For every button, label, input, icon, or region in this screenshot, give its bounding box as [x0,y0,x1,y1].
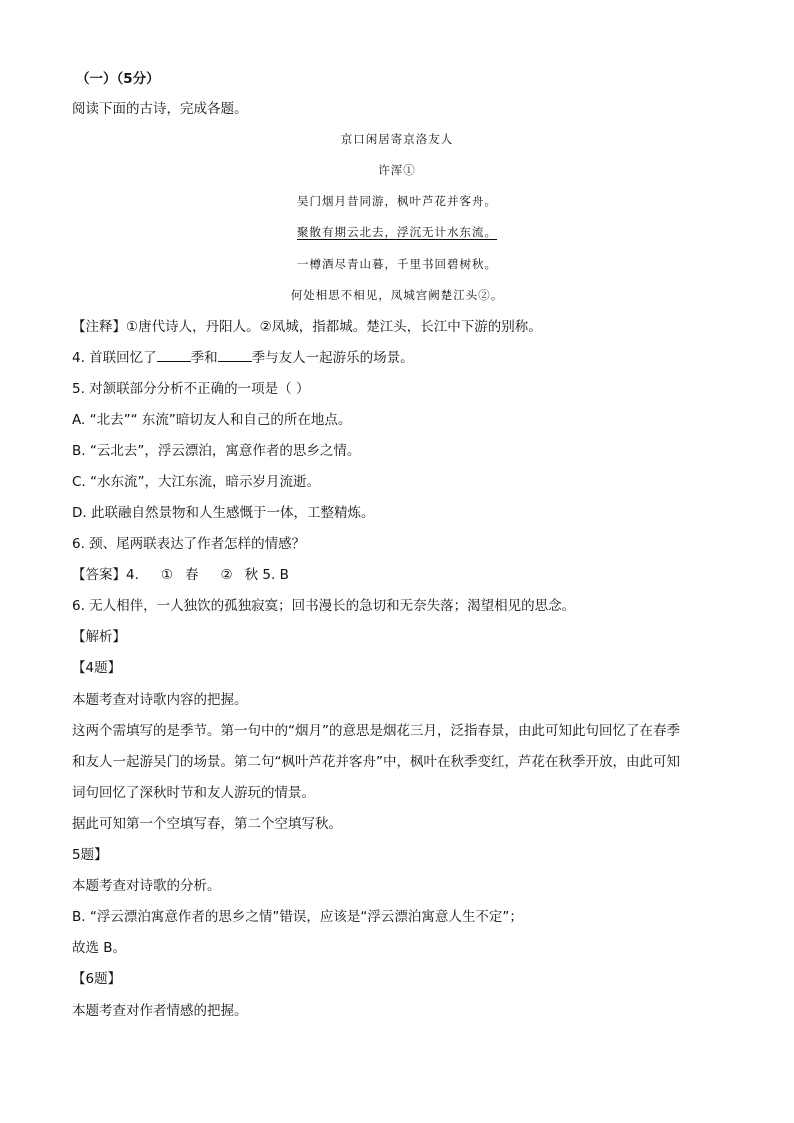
heading-5: 5题】 [72,847,108,863]
analysis-label: 【解析】 [72,629,126,645]
analysis-5-p2: B. “浮云漂泊寓意作者的思乡之情”错误，应该是“浮云漂泊寓意人生不定”； [72,909,523,925]
question-4-before: 4. 首联回忆了 [72,350,157,366]
analysis-4-p2: 这两个需填写的是季节。第一句中的“烟月”的意思是烟花三月，泛指春景，由此可知此句回忆了在春季 [72,723,680,739]
question-5-option-d: D. 此联融自然景物和人生感慨于一体，工整精炼。 [72,505,375,521]
answer-blank-2 [218,349,252,362]
answer-blank-1 [157,349,191,362]
question-5-option-c: C. “水东流”，大江东流，暗示岁月流逝。 [72,474,320,490]
section-title: （一）（5分） [76,71,160,87]
analysis-6-p1: 本题考查对作者情感的把握。 [72,1003,248,1019]
question-4-middle: 季和 [190,350,218,366]
analysis-4-p1: 本题考查对诗歌内容的把握。 [72,692,248,708]
analysis-5-p3: 故选 B。 [72,940,127,956]
answer-circled-1: ① [160,567,173,583]
question-4-after: 季与友人一起游乐的场景。 [251,350,414,366]
question-5-option-b: B. “云北去”，浮云漂泊，寓意作者的思乡之情。 [72,443,361,459]
analysis-4-p4: 词句回忆了深秋时节和友人游玩的情景。 [72,785,315,801]
analysis-4-p3: 和友人一起游吴门的场景。第二句“枫叶芦花并客舟”中，枫叶在秋季变红，芦花在秋季开放，由此可知 [72,754,680,770]
question-6: 6. 颈、尾两联表达了作者怎样的情感？ [72,536,306,552]
poem-line-3: 一樽酒尽青山暮，千里书回碧树秋。 [297,257,497,271]
poem-line-2 [0,224,794,240]
poem-line-4: 何处相思不相见，凤城宫阙楚江头②。 [290,288,504,302]
answer-value-1: 春 [185,567,199,583]
answer-circled-2: ② [220,567,233,583]
instruction-text: 阅读下面的古诗，完成各题。 [72,101,248,117]
poem-title: 京口闲居寄京洛友人 [340,132,454,146]
poem-author: 许浑① [378,163,416,177]
poem-line-2-text: 聚散有期云北去，浮沉无计水东流。 [297,225,497,239]
answer-value-2: 秋 5. B [244,567,289,583]
note-text: 【注释】①唐代诗人，丹阳人。②凤城，指都城。楚江头，长江中下游的别称。 [72,319,542,335]
heading-4: 【4题】 [72,660,122,676]
question-4 [72,349,414,367]
poem-line-1: 吴门烟月昔同游，枫叶芦花并客舟。 [297,194,497,208]
heading-6: 【6题】 [72,971,122,987]
answer-label: 【答案】4. [72,567,139,583]
answer-line [72,566,289,584]
answer-6: 6. 无人相伴，一人独饮的孤独寂寞；回书漫长的急切和无奈失落；渴望相见的思念。 [72,598,576,614]
question-5-stem: 5. 对颔联部分分析不正确的一项是（ ） [72,381,310,397]
analysis-4-p5: 据此可知第一个空填写春，第二个空填写秋。 [72,816,342,832]
analysis-5-p1: 本题考查对诗歌的分析。 [72,878,221,894]
question-5-option-a: A. “北去”“ 东流”暗切友人和自己的所在地点。 [72,412,352,428]
